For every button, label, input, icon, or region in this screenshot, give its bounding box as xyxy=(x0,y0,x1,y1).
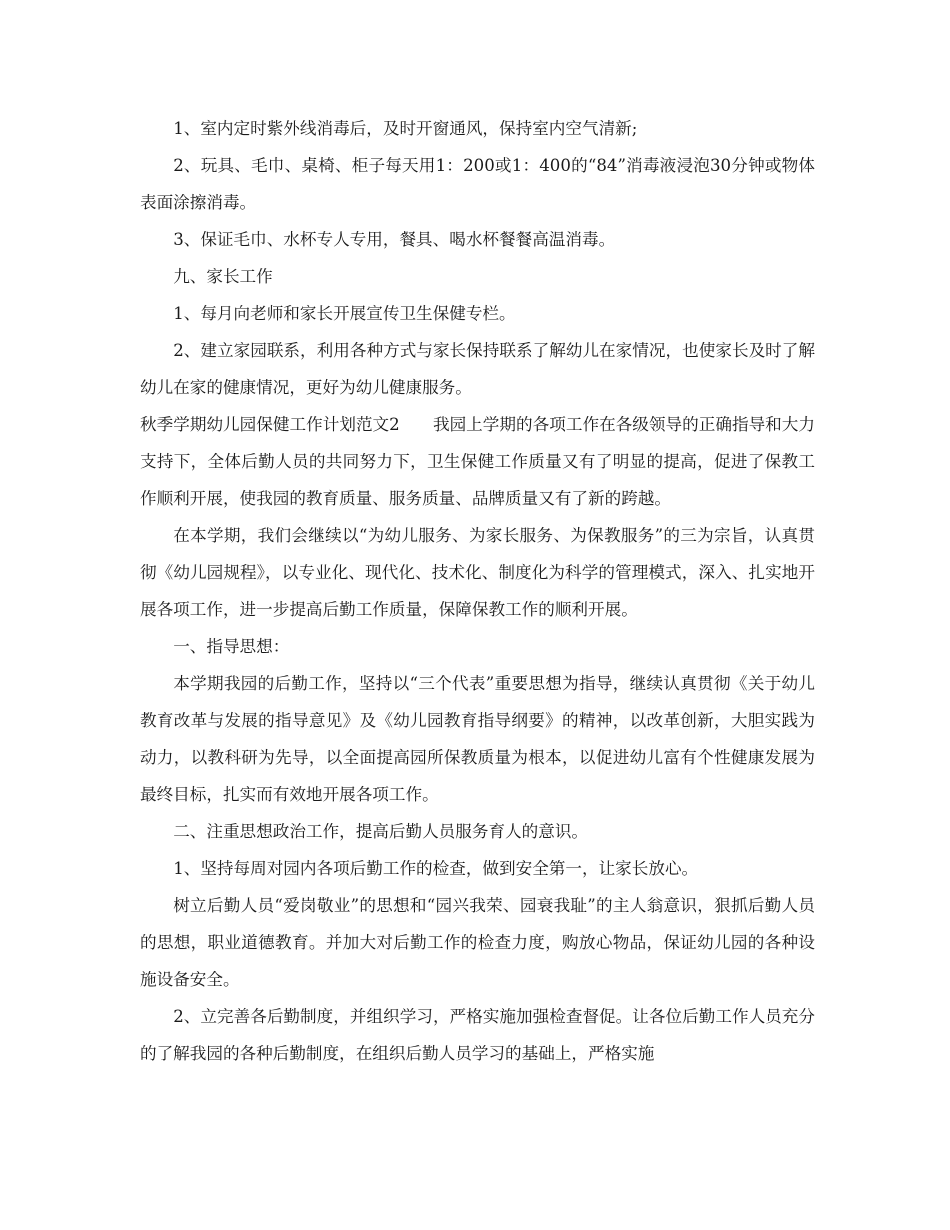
paragraph-logistics-rules: 2、立完善各后勤制度，并组织学习，严格实施加强检查督促。让各位后勤工作人员充分的了解我园的各种后勤制度，在组织后勤人员学习的基础上，严格实施 xyxy=(140,1007,815,1063)
section-heading-guiding-thought: 一、指导思想： xyxy=(173,637,290,656)
paragraph-parent-column: 1、每月向老师和家长开展宣传卫生保健专栏。 xyxy=(173,304,516,323)
paragraph-weekly-inspection: 1、坚持每周对园内各项后勤工作的检查，做到安全第一，让家长放心。 xyxy=(173,859,699,878)
paragraph-guiding-thought: 本学期我园的后勤工作，坚持以“三个代表”重要思想为指导，继续认真贯彻《关于幼儿教育改革与发展的指导意见》及《幼儿园教育指导纲要》的精神，以改革创新，大胆实践为动力，以教科研为先导，以全面提高园所保教质量为根本，以促进幼儿富有个性健康发展为最终目标，扎实而有效地开展各项工作。 xyxy=(140,674,815,804)
paragraph-plan-title-intro: 秋季学期幼儿园保健工作计划范文2 我园上学期的各项工作在各级领导的正确指导和大力支持下，全体后勤人员的共同努力下，卫生保健工作质量又有了明显的提高，促进了保教工作顺利开展，使我园的教育质量、服务质量、品牌质量又有了新的跨越。 xyxy=(140,415,815,508)
paragraph-semester-goals: 在本学期，我们会继续以“为幼儿服务、为家长服务、为保教服务”的三为宗旨，认真贯彻《幼儿园规程》，以专业化、现代化、技术化、制度化为科学的管理模式，深入、扎实地开展各项工作，进一步提高后勤工作质量，保障保教工作的顺利开展。 xyxy=(140,526,815,619)
paragraph-disinfection-ventilation: 1、室内定时紫外线消毒后，及时开窗通风，保持室内空气清新; xyxy=(173,119,638,138)
paragraph-disinfection-tableware: 3、保证毛巾、水杯专人专用，餐具、喝水杯餐餐高温消毒。 xyxy=(173,230,616,249)
paragraph-disinfection-toys: 2、玩具、毛巾、桌椅、柜子每天用1：200或1：400的“84”消毒液浸泡30分钟或物体表面涂擦消毒。 xyxy=(140,156,815,212)
document-page xyxy=(140,110,815,1072)
paragraph-home-contact: 2、建立家园联系，利用各种方式与家长保持联系了解幼儿在家情况，也使家长及时了解幼儿在家的健康情况，更好为幼儿健康服务。 xyxy=(140,341,815,397)
section-heading-parent-work: 九、家长工作 xyxy=(173,267,273,286)
paragraph-staff-ethics: 树立后勤人员“爱岗敬业”的思想和“园兴我荣、园衰我耻”的主人翁意识，狠抓后勤人员的思想，职业道德教育。并加大对后勤工作的检查力度，购放心物品，保证幼儿园的各种设施设备安全。 xyxy=(140,896,815,989)
section-heading-political-work: 二、注重思想政治工作，提高后勤人员服务育人的意识。 xyxy=(173,822,589,841)
